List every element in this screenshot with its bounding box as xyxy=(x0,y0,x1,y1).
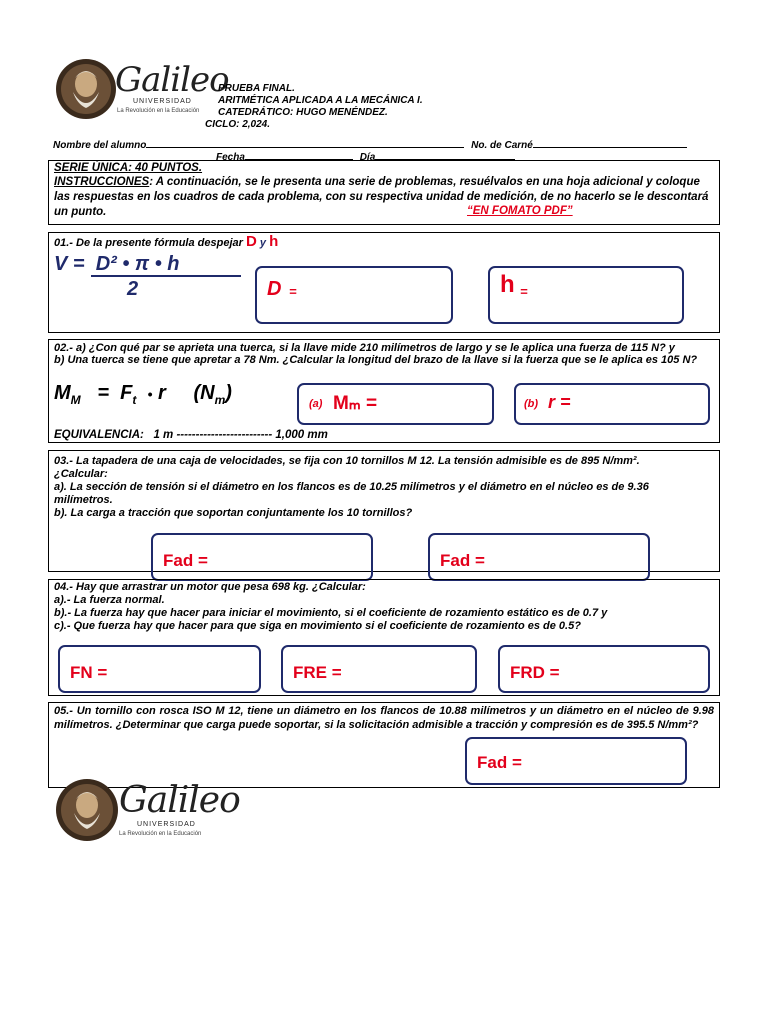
q3-line-1: 03.- La tapadera de una caja de velocidades, se fija con 10 tornillos M 12. La tensión admisible es de 895 N/mm². xyxy=(54,455,640,467)
q2-line-a: 02.- a) ¿Con qué par se aprieta una tuerca, si la llave mide 210 milímetros de largo y se le aplica una fuerza de 115 N? y xyxy=(54,342,675,354)
question-3-box xyxy=(48,450,720,572)
dia-field[interactable] xyxy=(375,149,515,160)
q3-line-4: b). La carga a tracción que soportan conjuntamente los 10 tornillos? xyxy=(54,507,413,519)
q4-answer-1-box[interactable] xyxy=(58,645,261,693)
galileo-logo-top xyxy=(55,58,229,120)
q2-line-b: b) Una tuerca se tiene que apretar a 78 Nm. ¿Calcular la longitud del brazo de la llave si la fuerza que se le aplica es 105 N? xyxy=(54,354,698,366)
q2-answer-b-label: r = xyxy=(548,392,571,412)
galileo-logo-bottom xyxy=(55,778,240,842)
q4-line-3: b).- La fuerza hay que hacer para iniciar el movimiento, si el coeficiente de rozamiento estático es de 0.7 y xyxy=(54,607,608,619)
q1-conj: y xyxy=(259,237,267,249)
q2-answer-a-tag: (a) xyxy=(309,398,323,410)
q4-answer-2-label: FRE = xyxy=(293,663,342,682)
q1-var-h: h xyxy=(269,233,279,250)
q3-line-3: a). La sección de tensión si el diámetro en los flancos es de 10.25 milímetros y el diámetro en el núcleo es de 9.36 milímetros. xyxy=(54,481,649,506)
q1-formula-bottom: 2 xyxy=(127,278,139,300)
q4-answer-2-box[interactable] xyxy=(281,645,477,693)
q1-answer-d-label: D xyxy=(267,278,282,300)
q4-line-2: a).- La fuerza normal. xyxy=(54,594,165,606)
question-4-box xyxy=(48,579,720,696)
q4-answer-1-label: FN = xyxy=(70,663,108,682)
galileo-portrait-icon xyxy=(55,778,119,842)
fecha-field[interactable] xyxy=(245,149,353,160)
q1-formula-top: V = D² • π • h xyxy=(54,253,180,275)
q1-answer-d-eq: = xyxy=(289,284,297,299)
question-2-box xyxy=(48,339,720,443)
q1-answer-d-box[interactable] xyxy=(255,266,453,324)
q2-answer-a-label: Mₘ = xyxy=(333,393,378,414)
q5-text: 05.- Un tornillo con rosca ISO M 12, tiene un diámetro en los flancos de 10.88 milímetros y un diámetro en el núcleo de 9.98 milímetros. ¿Determinar que carga puede soportar, si la solicitación admisible a tracción y compresión es de 395.5 N/mm²? xyxy=(54,705,714,731)
q2-equivalence: EQUIVALENCIA: 1 m ------------------------- 1,000 mm xyxy=(54,429,328,441)
header-line-1: PRUEBA FINAL. xyxy=(218,83,295,94)
q4-line-4: c).- Que fuerza hay que hacer para que siga en movimiento si el coeficiente de rozamiento es de 0.5? xyxy=(54,620,581,632)
question-1-box xyxy=(48,232,720,333)
q1-var-d: D xyxy=(245,233,257,250)
logo-brand: Galileo xyxy=(115,60,229,100)
q3-line-2: ¿Calcular: xyxy=(54,468,108,480)
q3-answer-1-label: Fad = xyxy=(163,551,208,570)
q2-formula: $M_M = F_t$ • r $(N_m)$ xyxy=(54,382,232,407)
q5-answer-box[interactable] xyxy=(465,737,687,785)
serie-title: SERIE ÚNICA: 40 PUNTOS. xyxy=(54,162,203,174)
q2-answer-a-box[interactable] xyxy=(297,383,494,425)
fecha-label: Fecha xyxy=(216,152,245,163)
q4-answer-3-label: FRD = xyxy=(510,663,560,682)
instructions-text xyxy=(54,175,709,220)
carne-label: No. de Carné xyxy=(471,140,533,151)
instructions-body: : A continuación, se le presenta una serie de problemas, resuélvalos en una hoja adicional y coloque las respuestas en los cuadros de cada problema, con su respectiva unidad de medición, de no hacerlo se le descontará un punto. xyxy=(54,176,709,218)
name-label: Nombre del alumno xyxy=(53,140,147,151)
q1-prompt xyxy=(54,233,279,250)
logo-brand-bottom: Galileo xyxy=(119,780,240,821)
carne-field[interactable] xyxy=(533,137,687,148)
q2-answer-b-box[interactable] xyxy=(514,383,710,425)
dia-label: Día xyxy=(359,152,376,163)
galileo-portrait-icon xyxy=(55,58,117,120)
q3-answer-2-label: Fad = xyxy=(440,551,485,570)
q4-answer-3-box[interactable] xyxy=(498,645,710,693)
header-line-3: CATEDRÁTICO: HUGO MENÉNDEZ. xyxy=(218,107,388,118)
q1-fraction-bar xyxy=(91,275,241,277)
name-field[interactable] xyxy=(146,137,464,148)
logo-sub-bottom: UNIVERSIDAD xyxy=(137,821,196,828)
q3-answer-2-box[interactable] xyxy=(428,533,650,581)
q1-answer-h-label: h xyxy=(500,271,515,298)
logo-tagline-bottom: La Revolución en la Educación xyxy=(119,831,202,837)
q4-line-1: 04.- Hay que arrastrar un motor que pesa 698 kg. ¿Calcular: xyxy=(54,581,366,593)
question-5-box xyxy=(48,702,720,788)
header-line-2: ARITMÉTICA APLICADA A LA MECÁNICA I. xyxy=(218,95,423,106)
q1-answer-h-eq: = xyxy=(520,284,528,299)
format-note: “EN FOMATO PDF” xyxy=(467,205,573,217)
q2-answer-b-tag: (b) xyxy=(524,398,539,410)
header-line-4: CICLO: 2,024. xyxy=(205,119,271,130)
instructions-box xyxy=(48,160,720,225)
q5-answer-label: Fad = xyxy=(477,753,522,772)
q3-answer-1-box[interactable] xyxy=(151,533,373,581)
q1-answer-h-box[interactable] xyxy=(488,266,684,324)
logo-tagline: La Revolución en la Educación xyxy=(117,108,200,114)
q1-text: 01.- De la presente fórmula despejar xyxy=(54,237,243,249)
logo-sub: UNIVERSIDAD xyxy=(133,98,192,105)
instructions-label: INSTRUCCIONES xyxy=(54,176,150,188)
